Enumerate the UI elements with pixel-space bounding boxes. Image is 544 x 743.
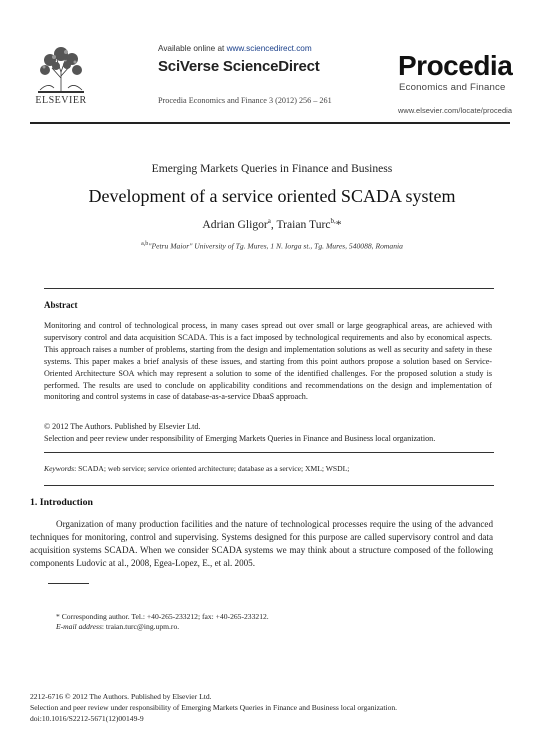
section-heading: 1. Introduction: [30, 497, 93, 508]
keywords-list: : SCADA; web service; service oriented architecture; database as a service; XML; WSDL;: [74, 464, 350, 473]
email-label: E-mail address: [56, 622, 102, 631]
affiliation: [0, 241, 544, 251]
author-name: Traian Turc: [276, 217, 331, 231]
abstract-top-divider: [44, 288, 494, 289]
header-divider: [30, 122, 510, 124]
author-list: [0, 217, 544, 231]
journal-reference: Procedia Economics and Finance 3 (2012) 256 – 261: [158, 96, 332, 105]
corresponding-author-mark: *: [335, 217, 342, 231]
available-online-label: Available online at: [158, 44, 227, 53]
introduction-text: Organization of many production facilities and the nature of technological processes require the using of the advanced techniques for monitoring, control and supervising. Systems designed for this purpose are called supervisory control and data acquisition systems SCADA. When we consider SCADA systems we may think about a structure composed of the following components Ludovic at al., 2008, Egea-Lopez, E., et al. 2005.: [30, 519, 493, 568]
journal-url-link[interactable]: www.elsevier.com/locate/procedia: [398, 106, 513, 115]
footer-issn-copyright: 2212-6716 © 2012 The Authors. Published by Elsevier Ltd.: [30, 692, 212, 701]
elsevier-wordmark: ELSEVIER: [35, 95, 87, 106]
email-footnote: [56, 622, 179, 631]
procedia-brand: Procedia: [398, 50, 513, 81]
abstract-text: Monitoring and control of technological process, in many cases spread out over small or large geographical areas, are achieved with supervisory control and data acquisition SCADA. This is a fact imposed by technological requirements and also by economical aspects. This approach raises a number of problems, starting from the design and implementation solutions as well as security and safety in these systems. This paper makes a brief analysis of these issues, and starting from this point authors propose a solution based on Service-Oriented Architecture SOA which may represent a solution to some of the identified challenges. For the proposed solution a study is performed. The results are used to conclude on applicability conditions and recommendations on the design and implementation of monitoring and control systems in case of database-as-a-service DbaaS approach.: [44, 321, 492, 402]
author-affiliation-mark: b,: [330, 217, 336, 225]
procedia-subtitle: Economics and Finance: [399, 82, 506, 93]
abstract-heading: Abstract: [44, 300, 78, 310]
author-affiliation-mark: a: [267, 217, 271, 225]
footnote-rule: [48, 583, 89, 584]
affiliation-mark: a,b: [141, 241, 149, 247]
email-address[interactable]: : traian.turc@ing.upm.ro.: [101, 622, 180, 631]
abstract-copyright: © 2012 The Authors. Published by Elsevier Ltd.: [44, 422, 201, 431]
keywords-label: Keywords: [44, 464, 75, 473]
available-online-line: [158, 44, 312, 53]
footer-doi[interactable]: doi:10.1016/S2212-5671(12)00149-9: [30, 714, 144, 723]
keywords-top-divider: [44, 452, 494, 453]
affiliation-text: "Petru Maior" University of Tg. Mures, 1 N. Iorga st., Tg. Mures, 540088, Romania: [148, 241, 403, 251]
conference-name: Emerging Markets Queries in Finance and Business: [151, 162, 393, 175]
keywords-line: [44, 464, 349, 473]
corresponding-author-footnote: * Corresponding author. Tel.: +40-265-233212; fax: +40-265-233212.: [56, 612, 269, 621]
keywords-bottom-divider: [44, 485, 494, 486]
abstract-peer-review: Selection and peer review under responsibility of Emerging Markets Queries in Finance and Business local organization.: [44, 434, 436, 443]
sciencedirect-link[interactable]: www.sciencedirect.com: [226, 44, 312, 53]
footer-peer-review: Selection and peer review under responsibility of Emerging Markets Queries in Finance and Business local organization.: [30, 703, 398, 712]
sciverse-sciencedirect-brand: SciVerse ScienceDirect: [158, 58, 320, 75]
paper-title: Development of a service oriented SCADA system: [88, 186, 456, 206]
author-separator: ,: [270, 217, 277, 231]
author-name: Adrian Gligor: [202, 217, 268, 231]
